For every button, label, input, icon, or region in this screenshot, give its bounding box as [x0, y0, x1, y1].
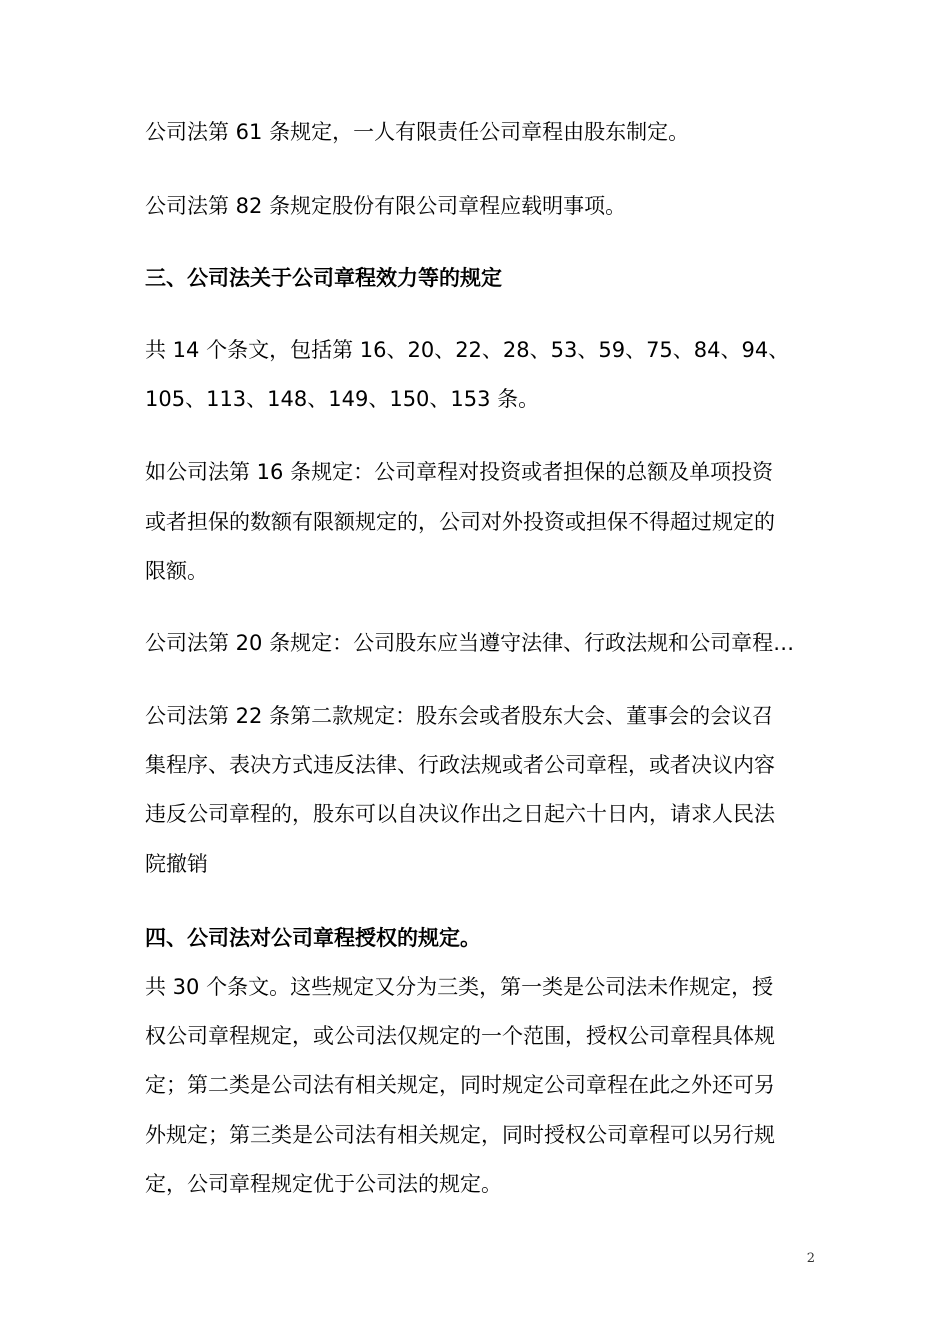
paragraph-article-61: 公司法第 61 条规定，一人有限责任公司章程由股东制定。	[145, 120, 690, 144]
paragraph-text-line: 集程序、表决方式违反法律、行政法规或者公司章程，或者决议内容	[145, 753, 775, 777]
paragraph-text-line: 105、113、148、149、150、153 条。	[145, 387, 540, 411]
page-number: 2	[806, 1251, 815, 1266]
paragraph-text-line: 权公司章程规定，或公司法仅规定的一个范围，授权公司章程具体规	[145, 1024, 775, 1048]
paragraph-text-line: 如公司法第 16 条规定：公司章程对投资或者担保的总额及单项投资	[145, 460, 774, 484]
paragraph-text-line: 外规定；第三类是公司法有相关规定，同时授权公司章程可以另行规	[145, 1123, 775, 1147]
section-heading-4: 四、公司法对公司章程授权的规定。	[145, 926, 481, 950]
paragraph-text-line: 违反公司章程的，股东可以自决议作出之日起六十日内，请求人民法	[145, 802, 775, 826]
paragraph-text-line: 或者担保的数额有限额规定的，公司对外投资或担保不得超过规定的	[145, 510, 775, 534]
paragraph-text-line: 院撤销	[145, 852, 208, 876]
paragraph-text-line: 定，公司章程规定优于公司法的规定。	[145, 1172, 502, 1196]
paragraph-text-line: 限额。	[145, 559, 208, 583]
paragraph-text-line: 共 30 个条文。这些规定又分为三类，第一类是公司法未作规定，授	[145, 975, 774, 999]
paragraph-article-82: 公司法第 82 条规定股份有限公司章程应载明事项。	[145, 194, 627, 218]
section-heading-3: 三、公司法关于公司章程效力等的规定	[145, 266, 502, 290]
paragraph-text-line: 公司法第 22 条第二款规定：股东会或者股东大会、董事会的会议召	[145, 704, 774, 728]
paragraph-text-line: 定；第二类是公司法有相关规定，同时规定公司章程在此之外还可另	[145, 1073, 775, 1097]
paragraph-article-20: 公司法第 20 条规定：公司股东应当遵守法律、行政法规和公司章程…	[145, 631, 795, 655]
paragraph-text-line: 共 14 个条文，包括第 16、20、22、28、53、59、75、84、94、	[145, 338, 790, 362]
